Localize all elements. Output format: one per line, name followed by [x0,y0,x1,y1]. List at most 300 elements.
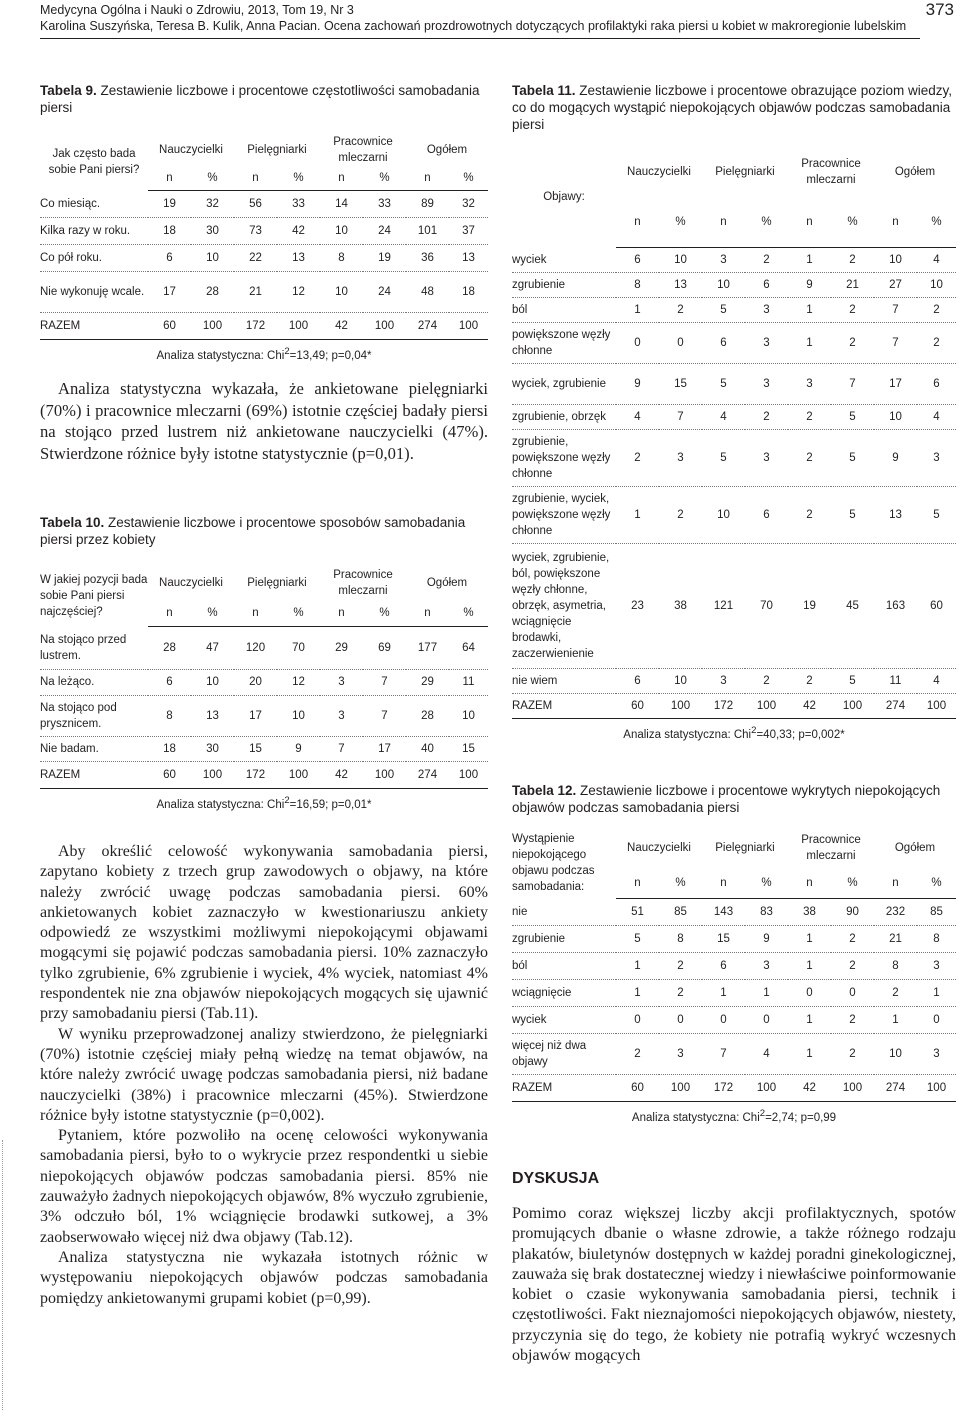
row-label: więcej niż dwa objawy [512,1033,616,1074]
table-question: Jak często bada sobie Pani piersi? [48,148,140,177]
cell: 8 [917,925,956,952]
cell: 5 [616,925,659,952]
cell: 1 [788,297,831,322]
cell: 28 [406,695,449,736]
subheader: % [659,868,702,899]
body-text-left [40,842,488,1309]
cell: 0 [702,1006,745,1033]
cell: 7 [874,297,917,322]
cell: 8 [320,244,363,271]
cell: 2 [616,1033,659,1074]
cell: 1 [788,322,831,363]
cell: 3 [320,695,363,736]
table-header-row [512,147,956,197]
cell: 1 [702,979,745,1006]
cell: 1 [616,979,659,1006]
row-label: Na stojąco pod prysznicem. [40,695,148,736]
group-header: Pielęgniarki [247,144,307,156]
row-label: nie [512,899,616,926]
cell: 17 [363,736,406,761]
cell: 172 [702,693,745,718]
cell: 45 [831,543,874,668]
cell: 36 [406,244,449,271]
cell: 100 [659,1074,702,1101]
cell: 6 [616,248,659,273]
group-header: Nauczycielki [627,166,691,178]
paragraph-analysis-9 [40,378,488,464]
cell: 101 [406,217,449,244]
row-label: zgrubienie, obrzęk [512,404,616,429]
table-12-note: Analiza statystyczna: Chi$^2$=2,74; p=0,99 [631,1107,837,1124]
subheader: % [659,197,702,248]
cell: 100 [831,1074,874,1101]
discussion-section [512,1170,956,1366]
table-row [40,191,488,218]
cell: 51 [616,899,659,926]
group-header: Pracownice mleczarni [801,834,861,862]
cell: 2 [659,979,702,1006]
cell: 1 [616,952,659,979]
paragraph: W wyniku przeprowadzonej analizy stwierdzono, że pielęgniarki (70%) istotnie częściej miały pełną wiedzę na temat objawów, na które należy zwrócić uwagę podczas samobadania piersi, niż badane nauczycielki (38%) i pracownice mleczarni (45%). Stwierdzone różnice były istotne statystycznie (p=0,002). [40,1025,488,1124]
cell: 6 [702,952,745,979]
cell: 7 [831,363,874,404]
cell: 4 [616,404,659,429]
cell: 10 [917,272,956,297]
table-9-label: Tabela 9. [40,83,97,98]
table-9-title: Zestawienie liczbowe i procentowe częstotliwości samobadania piersi [40,83,480,115]
cell: 10 [702,486,745,543]
cell: 69 [363,627,406,670]
cell: 5 [702,429,745,486]
cell: 274 [874,693,917,718]
cell: 2 [831,248,874,273]
cell: 3 [659,1033,702,1074]
cell: 274 [406,761,449,788]
subheader: n [616,868,659,899]
table-header-row [40,566,488,600]
table-row [40,669,488,695]
cell: 2 [831,925,874,952]
cell: 28 [191,271,234,312]
cell: 4 [702,404,745,429]
cell: 100 [745,693,788,718]
table-12 [512,828,956,1102]
group-header: Ogółem [894,842,936,854]
cell: 19 [788,543,831,668]
cell: 8 [148,695,191,736]
cell: 100 [449,761,488,788]
journal-title: Medycyna Ogólna i Nauki o Zdrowiu, 2013, Tom 19, Nr 3 [40,3,354,17]
table-row [40,271,488,312]
cell: 2 [788,668,831,693]
row-label: Na stojąco przed lustrem. [40,627,148,670]
subheader: n [234,166,277,191]
cell: 100 [363,761,406,788]
cell: 163 [874,543,917,668]
group-header: Pracownice mleczarni [801,158,861,186]
cell: 10 [874,248,917,273]
cell: 12 [277,669,320,695]
cell: 15 [702,925,745,952]
running-header [40,2,920,34]
cell: 274 [406,312,449,339]
group-header: Pielęgniarki [715,166,775,178]
cell: 4 [917,248,956,273]
cell: 20 [234,669,277,695]
cell: 3 [745,363,788,404]
table-row [512,297,956,322]
table-header-row [40,134,488,166]
cell: 3 [917,429,956,486]
row-label: RAZEM [40,312,148,339]
cell: 0 [788,979,831,1006]
cell: 3 [917,952,956,979]
cell: 21 [831,272,874,297]
cell: 13 [874,486,917,543]
cell: 2 [745,404,788,429]
row-label: ból [512,952,616,979]
row-label: RAZEM [512,1074,616,1101]
cell: 100 [191,312,234,339]
table-header-row [512,828,956,868]
table-11-label: Tabela 11. [512,83,576,98]
subheader: % [745,197,788,248]
table-9-block [40,82,488,361]
group-header: Nauczycielki [159,577,223,589]
cell: 60 [616,1074,659,1101]
cell: 6 [745,486,788,543]
cell: 5 [831,486,874,543]
table-row [512,486,956,543]
table-11-note: Analiza statystyczna: Chi$^2$=40,33; p=0,002* [623,724,845,741]
row-label: zgrubienie, wyciek, powiększone węzły chłonne [512,486,616,543]
cell: 100 [831,693,874,718]
row-label: zgrubienie [512,272,616,297]
cell: 60 [148,312,191,339]
subheader: % [831,197,874,248]
cell: 6 [616,668,659,693]
cell: 37 [449,217,488,244]
subheader: % [745,868,788,899]
table-total-row [40,312,488,339]
cell: 2 [788,429,831,486]
row-label: Co pół roku. [40,244,148,271]
table-12-label: Tabela 12. [512,783,577,798]
cell: 7 [874,322,917,363]
cell: 83 [745,899,788,926]
cell: 10 [320,271,363,312]
cell: 10 [874,404,917,429]
cell: 85 [917,899,956,926]
cell: 0 [616,1006,659,1033]
subheader: % [363,166,406,191]
cell: 2 [659,952,702,979]
subheader: n [788,197,831,248]
cell: 3 [745,322,788,363]
row-label: Na leżąco. [40,669,148,695]
cell: 7 [320,736,363,761]
cell: 9 [745,925,788,952]
group-header: Ogółem [426,577,468,589]
cell: 6 [148,244,191,271]
table-row [512,1033,956,1074]
cell: 12 [277,271,320,312]
row-label: wciągnięcie [512,979,616,1006]
subheader: n [702,868,745,899]
row-label: ból [512,297,616,322]
table-9-caption [40,82,488,116]
cell: 70 [277,627,320,670]
table-10-block [40,514,488,810]
subheader: % [277,600,320,627]
row-label: wyciek [512,1006,616,1033]
cell: 90 [831,899,874,926]
cell: 1 [616,297,659,322]
cell: 5 [831,429,874,486]
table-row [40,736,488,761]
cell: 33 [277,191,320,218]
subheader: % [363,600,406,627]
cell: 29 [320,627,363,670]
cell: 10 [191,244,234,271]
cell: 3 [745,429,788,486]
cell: 18 [148,217,191,244]
paragraph: Pomimo coraz większej liczby akcji profilaktycznych, spotów promujących dbanie o własne zdrowie, a także różnego rodzaju plakatów, biuletynów dostępnych w każdej poradni ginekologicznej, zauważa się brak dostatecznej wiedzy i niewłaściwe poinformowanie kobiet o czasie wykonywania samobadania piersi, technik i częstotliwości. Fakt nieznajomości niepokojących objawów, niestety, przyczynia się do tego, że kobiety nie potrafią wykryć wczesnych objawów mogących [512,1205,956,1365]
subheader: n [148,166,191,191]
group-header: Nauczycielki [627,842,691,854]
cell: 10 [449,695,488,736]
subheader: n [874,197,917,248]
subheader: n [406,600,449,627]
group-header: Ogółem [894,166,936,178]
table-12-block [512,782,956,1123]
cell: 1 [616,486,659,543]
subheader: n [874,868,917,899]
cell: 30 [191,217,234,244]
group-header: Pracownice mleczarni [333,569,393,597]
cell: 15 [659,363,702,404]
cell: 17 [874,363,917,404]
cell: 1 [917,979,956,1006]
cell: 19 [148,191,191,218]
cell: 2 [659,297,702,322]
cell: 2 [874,979,917,1006]
table-total-row [512,693,956,718]
subheader: n [234,600,277,627]
cell: 10 [277,695,320,736]
cell: 3 [788,363,831,404]
table-total-row [40,761,488,788]
page-number: 373 [925,0,954,19]
table-row [512,404,956,429]
cell: 2 [745,248,788,273]
subheader: % [917,197,956,248]
table-9-note: Analiza statystyczna: Chi$^2$=13,49; p=0,04* [156,345,372,362]
cell: 27 [874,272,917,297]
subheader: % [191,600,234,627]
table-row [512,979,956,1006]
cell: 1 [788,952,831,979]
cell: 2 [659,486,702,543]
cell: 8 [659,925,702,952]
table-row [40,217,488,244]
row-label: Nie wykonuję wcale. [40,271,148,312]
cell: 47 [191,627,234,670]
cell: 24 [363,217,406,244]
subheader: % [191,166,234,191]
cell: 10 [191,669,234,695]
table-row [512,1006,956,1033]
cell: 21 [874,925,917,952]
cell: 9 [277,736,320,761]
cell: 2 [788,404,831,429]
cell: 7 [659,404,702,429]
cell: 274 [874,1074,917,1101]
cell: 2 [831,322,874,363]
cell: 2 [917,297,956,322]
cell: 0 [745,1006,788,1033]
cell: 19 [363,244,406,271]
paragraph: Pytaniem, które pozwoliło na ocenę celowości wykonywania samobadania piersi, było to o wykrycie przez respondentki u siebie niepokojących objawów podczas samobadania piersi. 85% nie zauważyło żadnych niepokojących objawów, 8% wyczuło zgrubienie, 3% odczuło ból, 1% wciągnięcie brodawki sutkowej, a 3% zaobserwowało więcej niż dwa objawy (Tab.12). [40,1127,488,1246]
cell: 48 [406,271,449,312]
cell: 232 [874,899,917,926]
table-10 [40,566,488,789]
table-row [40,627,488,670]
group-header: Pielęgniarki [247,577,307,589]
row-label: Nie badam. [40,736,148,761]
margin-dots [2,1140,7,1410]
cell: 15 [234,736,277,761]
paragraph-text: Analiza statystyczna wykazała, że ankietowane pielęgniarki (70%) i pracownice mleczarni (69%) istotnie częściej badały piersi na stojąco przed lustrem niż ankietowane nauczycielki (47%). Stwierdzone różnice były istotne statystycznie (p=0,01). [40,379,488,463]
cell: 2 [831,952,874,979]
cell: 30 [191,736,234,761]
cell: 9 [874,429,917,486]
cell: 11 [449,669,488,695]
cell: 4 [917,404,956,429]
cell: 0 [659,322,702,363]
table-12-caption [512,782,956,816]
cell: 100 [449,312,488,339]
cell: 8 [616,272,659,297]
cell: 85 [659,899,702,926]
cell: 143 [702,899,745,926]
cell: 2 [917,322,956,363]
cell: 40 [406,736,449,761]
paragraph: Analiza statystyczna nie wykazała istotnych różnic w występowaniu niepokojących objawów podczas samobadania pomiędzy ankietowanymi grupami kobiet (p=0,99). [40,1248,488,1307]
cell: 172 [234,312,277,339]
cell: 100 [917,1074,956,1101]
table-10-note: Analiza statystyczna: Chi$^2$=16,59; p=0,01* [156,794,372,811]
cell: 64 [449,627,488,670]
cell: 0 [917,1006,956,1033]
cell: 172 [702,1074,745,1101]
cell: 100 [659,693,702,718]
cell: 5 [831,668,874,693]
cell: 1 [788,1033,831,1074]
cell: 2 [745,668,788,693]
cell: 1 [745,979,788,1006]
cell: 10 [659,248,702,273]
subheader: n [320,166,363,191]
row-label: RAZEM [40,761,148,788]
cell: 5 [917,486,956,543]
table-10-caption [40,514,488,548]
cell: 177 [406,627,449,670]
cell: 172 [234,761,277,788]
cell: 2 [831,297,874,322]
paragraph: Aby określić celowość wykonywania samobadania piersi, zapytano kobiety z trzech grup zawodowych o objawy, na które należy zwrócić uwagę podczas samobadania piersi. 60% ankietowanych kobiet zaznaczyło w kwestionariuszu ankiety odpowiedź ze wszystkimi możliwymi niepokojącymi objawami mogącymi się pojawić podczas samobadania piersi. 10% zaznaczyło tylko zgrubienie, 6% zgrubienie i wyciek, 4% wyciek, natomiast 4% respondentek nie zna objawów niepokojących mogących się ujawnić przy samobadaniu piersi (Tab.11). [40,843,488,1023]
cell: 5 [702,297,745,322]
cell: 17 [234,695,277,736]
cell: 13 [277,244,320,271]
subheader: n [702,197,745,248]
cell: 100 [363,312,406,339]
cell: 3 [702,248,745,273]
group-header: Nauczycielki [159,144,223,156]
cell: 60 [917,543,956,668]
cell: 1 [874,1006,917,1033]
table-row [512,248,956,273]
table-question: Wystąpienie niepokojącego objawu podczas samobadania: [512,833,595,894]
cell: 42 [320,312,363,339]
subheader: % [277,166,320,191]
cell: 89 [406,191,449,218]
cell: 100 [277,761,320,788]
row-label: Kilka razy w roku. [40,217,148,244]
cell: 73 [234,217,277,244]
row-label: wyciek [512,248,616,273]
subheader: n [406,166,449,191]
cell: 14 [320,191,363,218]
cell: 2 [788,486,831,543]
table-row [512,272,956,297]
cell: 38 [788,899,831,926]
cell: 60 [616,693,659,718]
cell: 28 [148,627,191,670]
cell: 6 [702,322,745,363]
table-9 [40,134,488,340]
cell: 23 [616,543,659,668]
cell: 2 [616,429,659,486]
cell: 6 [148,669,191,695]
subheader: % [449,600,488,627]
cell: 4 [917,668,956,693]
subheader: n [616,197,659,248]
table-row [512,322,956,363]
cell: 33 [363,191,406,218]
cell: 100 [191,761,234,788]
cell: 10 [659,668,702,693]
table-11-block [512,82,956,740]
cell: 1 [788,248,831,273]
discussion-heading: DYSKUSJA [512,1170,600,1187]
table-row [40,244,488,271]
subheader: % [449,166,488,191]
cell: 70 [745,543,788,668]
cell: 7 [363,669,406,695]
table-10-label: Tabela 10. [40,515,105,530]
row-label: RAZEM [512,693,616,718]
cell: 60 [148,761,191,788]
cell: 1 [788,925,831,952]
cell: 13 [659,272,702,297]
subheader: n [788,868,831,899]
cell: 42 [277,217,320,244]
cell: 32 [449,191,488,218]
cell: 8 [874,952,917,979]
cell: 32 [191,191,234,218]
subheader: % [917,868,956,899]
